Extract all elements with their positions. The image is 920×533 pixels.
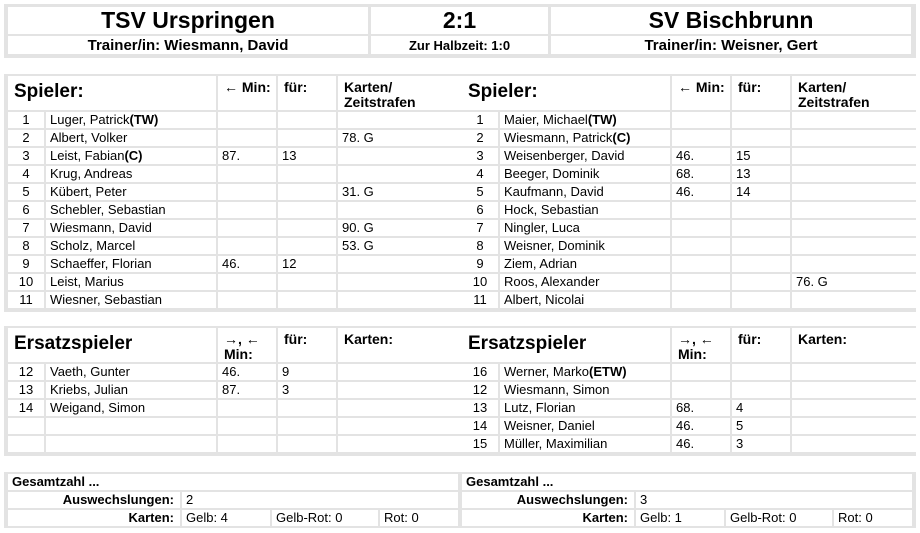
player-number: 12 — [462, 382, 498, 398]
cards-column-heading: Karten/ Zeitstrafen — [338, 76, 462, 110]
replaced-player-number — [278, 436, 336, 452]
player-number: 5 — [8, 184, 44, 200]
player-role-tag: (ETW) — [589, 364, 627, 379]
substitution-minute — [218, 166, 276, 182]
player-name — [500, 220, 670, 236]
yellow-red-cards-count: Gelb-Rot: 0 — [272, 510, 378, 526]
player-name — [500, 256, 670, 272]
player-name-text: Weisenberger, David — [504, 148, 625, 163]
replaced-player-number — [278, 202, 336, 218]
substitution-minute: 68. — [672, 166, 730, 182]
substitution-minute: 46. — [672, 148, 730, 164]
minute-column-heading: ← Min: — [672, 76, 730, 110]
substitution-minute — [218, 238, 276, 254]
player-name-text: Wiesmann, David — [50, 220, 152, 235]
substitution-minute — [218, 436, 276, 452]
player-name-text: Weigand, Simon — [50, 400, 146, 415]
player-number: 1 — [8, 112, 44, 128]
player-name — [500, 436, 670, 452]
replaced-player-number: 15 — [732, 148, 790, 164]
replaced-player-number — [732, 382, 790, 398]
substitution-minute: 46. — [672, 418, 730, 434]
card-entry — [338, 292, 462, 308]
player-name — [500, 166, 670, 182]
substitution-minute — [672, 364, 730, 380]
player-name — [46, 292, 216, 308]
replaced-player-number: 5 — [732, 418, 790, 434]
card-entry: 31. G — [338, 184, 462, 200]
player-name-text: Weisner, Dominik — [504, 238, 605, 253]
replaced-player-number — [278, 274, 336, 290]
player-name — [46, 274, 216, 290]
player-number: 6 — [462, 202, 498, 218]
card-entry — [792, 166, 916, 182]
substitution-minute: 87. — [218, 382, 276, 398]
replaced-player-number — [278, 130, 336, 146]
red-cards-count: Rot: 0 — [834, 510, 912, 526]
card-entry — [792, 130, 916, 146]
player-name — [500, 130, 670, 146]
card-entry — [792, 202, 916, 218]
player-name — [500, 418, 670, 434]
for-column-heading: für: — [278, 328, 336, 362]
replaced-player-number — [732, 292, 790, 308]
card-entry — [338, 202, 462, 218]
replaced-player-number — [278, 418, 336, 434]
player-name — [46, 382, 216, 398]
substitution-minute — [218, 184, 276, 200]
player-name-text: Wiesner, Sebastian — [50, 292, 163, 307]
replaced-player-number: 13 — [278, 148, 336, 164]
substitution-minute: 46. — [218, 364, 276, 380]
home-coach: Trainer/in: Wiesmann, David — [8, 36, 368, 54]
substitutes-section — [4, 326, 916, 456]
player-name-text: Hock, Sebastian — [504, 202, 599, 217]
replaced-player-number — [732, 238, 790, 254]
substitution-minute — [672, 238, 730, 254]
substitution-minute — [218, 274, 276, 290]
player-number: 11 — [462, 292, 498, 308]
player-number: 10 — [8, 274, 44, 290]
player-number: 4 — [8, 166, 44, 182]
away-team-name: SV Bischbrunn — [551, 7, 911, 34]
substitutes-heading: Ersatzspieler — [8, 328, 216, 362]
substitution-minute: 87. — [218, 148, 276, 164]
player-name — [46, 130, 216, 146]
player-name-text: Schebler, Sebastian — [50, 202, 166, 217]
match-header — [4, 4, 916, 58]
player-number: 4 — [462, 166, 498, 182]
replaced-player-number: 12 — [278, 256, 336, 272]
player-name-text: Albert, Nicolai — [504, 292, 585, 307]
replaced-player-number — [732, 220, 790, 236]
card-entry: 53. G — [338, 238, 462, 254]
player-number: 15 — [462, 436, 498, 452]
card-entry — [792, 220, 916, 236]
player-name — [500, 112, 670, 128]
card-entry — [792, 292, 916, 308]
minute-column-heading: →, ← Min: — [672, 328, 730, 362]
player-number: 3 — [462, 148, 498, 164]
player-number: 8 — [462, 238, 498, 254]
player-name — [46, 220, 216, 236]
player-name — [500, 184, 670, 200]
player-name-text: Leist, Marius — [50, 274, 124, 289]
substitution-minute — [218, 400, 276, 416]
player-name — [500, 238, 670, 254]
card-entry — [338, 400, 462, 416]
substitution-minute: 68. — [672, 400, 730, 416]
player-name-text: Ziem, Adrian — [504, 256, 577, 271]
replaced-player-number — [278, 292, 336, 308]
substitution-minute — [218, 220, 276, 236]
player-name — [500, 292, 670, 308]
replaced-player-number — [732, 274, 790, 290]
player-role-tag: (C) — [124, 148, 143, 163]
player-name — [500, 202, 670, 218]
substitution-minute: 46. — [218, 256, 276, 272]
replaced-player-number — [278, 112, 336, 128]
for-column-heading: für: — [732, 76, 790, 110]
player-name-text: Maier, Michael — [504, 112, 588, 127]
player-name — [500, 400, 670, 416]
red-cards-count: Rot: 0 — [380, 510, 458, 526]
card-entry — [338, 382, 462, 398]
player-role-tag: (TW) — [129, 112, 159, 127]
substitutions-label: Auswechslungen: — [8, 492, 180, 508]
player-number: 10 — [462, 274, 498, 290]
player-number: 13 — [8, 382, 44, 398]
card-entry — [792, 418, 916, 434]
replaced-player-number — [278, 400, 336, 416]
card-entry — [338, 256, 462, 272]
replaced-player-number — [278, 220, 336, 236]
halftime-score: Zur Halbzeit: 1:0 — [371, 36, 548, 54]
card-entry — [338, 112, 462, 128]
replaced-player-number — [278, 238, 336, 254]
card-entry — [792, 184, 916, 200]
player-name — [46, 256, 216, 272]
player-number: 16 — [462, 364, 498, 380]
card-entry: 90. G — [338, 220, 462, 236]
substitution-minute — [672, 382, 730, 398]
substitutes-heading: Ersatzspieler — [462, 328, 670, 362]
player-name-text: Albert, Volker — [50, 130, 128, 145]
substitution-minute: 46. — [672, 184, 730, 200]
yellow-cards-count: Gelb: 1 — [636, 510, 724, 526]
player-name-text: Werner, Marko — [504, 364, 590, 379]
player-name-text: Wiesmann, Simon — [504, 382, 610, 397]
player-number: 1 — [462, 112, 498, 128]
player-name — [500, 148, 670, 164]
substitutions-count: 2 — [182, 492, 458, 508]
player-number: 2 — [8, 130, 44, 146]
player-name — [46, 184, 216, 200]
player-name-text: Krug, Andreas — [50, 166, 133, 181]
cards-column-heading: Karten: — [792, 328, 916, 362]
player-number: 7 — [8, 220, 44, 236]
substitution-minute — [672, 274, 730, 290]
substitutions-label: Auswechslungen: — [462, 492, 634, 508]
card-entry — [792, 436, 916, 452]
card-entry: 78. G — [338, 130, 462, 146]
player-role-tag: (TW) — [587, 112, 617, 127]
player-role-tag: (C) — [612, 130, 631, 145]
substitution-minute — [218, 130, 276, 146]
player-name — [46, 364, 216, 380]
player-number: 6 — [8, 202, 44, 218]
player-name-text: Weisner, Daniel — [504, 418, 595, 433]
player-name — [46, 148, 216, 164]
substitution-minute — [672, 130, 730, 146]
replaced-player-number — [278, 166, 336, 182]
substitution-minute — [218, 202, 276, 218]
player-name-text: Luger, Patrick — [50, 112, 130, 127]
player-number: 11 — [8, 292, 44, 308]
substitutions-count: 3 — [636, 492, 912, 508]
replaced-player-number: 3 — [278, 382, 336, 398]
player-number: 14 — [8, 400, 44, 416]
for-column-heading: für: — [278, 76, 336, 110]
away-coach: Trainer/in: Weisner, Gert — [551, 36, 911, 54]
replaced-player-number — [732, 364, 790, 380]
card-entry — [792, 148, 916, 164]
yellow-red-cards-count: Gelb-Rot: 0 — [726, 510, 832, 526]
replaced-player-number: 9 — [278, 364, 336, 380]
player-name-text: Beeger, Dominik — [504, 166, 600, 181]
starting-lineup-section — [4, 74, 916, 312]
card-entry — [338, 364, 462, 380]
replaced-player-number — [732, 130, 790, 146]
card-entry — [792, 238, 916, 254]
card-entry — [792, 400, 916, 416]
player-name-text: Ningler, Luca — [504, 220, 580, 235]
player-number: 7 — [462, 220, 498, 236]
cards-column-heading: Karten/ Zeitstrafen — [792, 76, 916, 110]
substitution-minute: 46. — [672, 436, 730, 452]
card-entry — [338, 148, 462, 164]
player-name-text: Scholz, Marcel — [50, 238, 136, 253]
substitution-minute — [672, 202, 730, 218]
player-name-text: Leist, Fabian — [50, 148, 125, 163]
substitution-minute — [672, 256, 730, 272]
player-name — [46, 400, 216, 416]
substitution-minute — [218, 292, 276, 308]
replaced-player-number — [732, 256, 790, 272]
player-number: 9 — [8, 256, 44, 272]
total-label: Gesamtzahl ... — [8, 474, 458, 490]
substitution-minute — [218, 418, 276, 434]
card-entry — [338, 418, 462, 434]
player-number: 13 — [462, 400, 498, 416]
card-entry — [792, 382, 916, 398]
player-number: 5 — [462, 184, 498, 200]
substitution-minute — [672, 220, 730, 236]
replaced-player-number: 14 — [732, 184, 790, 200]
summary-section — [4, 472, 916, 528]
substitution-minute — [672, 292, 730, 308]
substitution-minute — [672, 112, 730, 128]
player-name-text: Wiesmann, Patrick — [504, 130, 613, 145]
minute-column-heading: ← Min: — [218, 76, 276, 110]
cards-total-label: Karten: — [8, 510, 180, 526]
replaced-player-number — [278, 184, 336, 200]
player-name-text: Vaeth, Gunter — [50, 364, 130, 379]
player-name-text: Kübert, Peter — [50, 184, 127, 199]
minute-column-heading: →, ← Min: — [218, 328, 276, 362]
player-name-text: Roos, Alexander — [504, 274, 600, 289]
card-entry — [338, 166, 462, 182]
player-name-text: Kaufmann, David — [504, 184, 604, 199]
players-heading: Spieler: — [462, 76, 670, 110]
player-number — [8, 436, 44, 452]
player-number — [8, 418, 44, 434]
player-name — [46, 436, 216, 452]
player-name — [46, 238, 216, 254]
player-number: 8 — [8, 238, 44, 254]
replaced-player-number: 13 — [732, 166, 790, 182]
card-entry — [792, 112, 916, 128]
card-entry — [338, 274, 462, 290]
player-number: 3 — [8, 148, 44, 164]
player-name — [500, 274, 670, 290]
total-label: Gesamtzahl ... — [462, 474, 912, 490]
substitution-minute — [218, 112, 276, 128]
player-name — [46, 166, 216, 182]
player-name — [46, 418, 216, 434]
player-name-text: Schaeffer, Florian — [50, 256, 152, 271]
player-name — [500, 382, 670, 398]
player-name — [46, 202, 216, 218]
home-team-name: TSV Urspringen — [8, 7, 368, 34]
player-number: 12 — [8, 364, 44, 380]
for-column-heading: für: — [732, 328, 790, 362]
replaced-player-number — [732, 202, 790, 218]
card-entry: 76. G — [792, 274, 916, 290]
player-name — [46, 112, 216, 128]
card-entry — [338, 436, 462, 452]
yellow-cards-count: Gelb: 4 — [182, 510, 270, 526]
player-number: 9 — [462, 256, 498, 272]
replaced-player-number — [732, 112, 790, 128]
player-name-text: Lutz, Florian — [504, 400, 576, 415]
players-heading: Spieler: — [8, 76, 216, 110]
player-name-text: Müller, Maximilian — [504, 436, 608, 451]
replaced-player-number: 3 — [732, 436, 790, 452]
player-name-text: Kriebs, Julian — [50, 382, 129, 397]
player-name — [500, 364, 670, 380]
cards-total-label: Karten: — [462, 510, 634, 526]
cards-column-heading: Karten: — [338, 328, 462, 362]
card-entry — [792, 364, 916, 380]
player-number: 2 — [462, 130, 498, 146]
card-entry — [792, 256, 916, 272]
replaced-player-number: 4 — [732, 400, 790, 416]
final-score: 2:1 — [371, 7, 548, 34]
player-number: 14 — [462, 418, 498, 434]
